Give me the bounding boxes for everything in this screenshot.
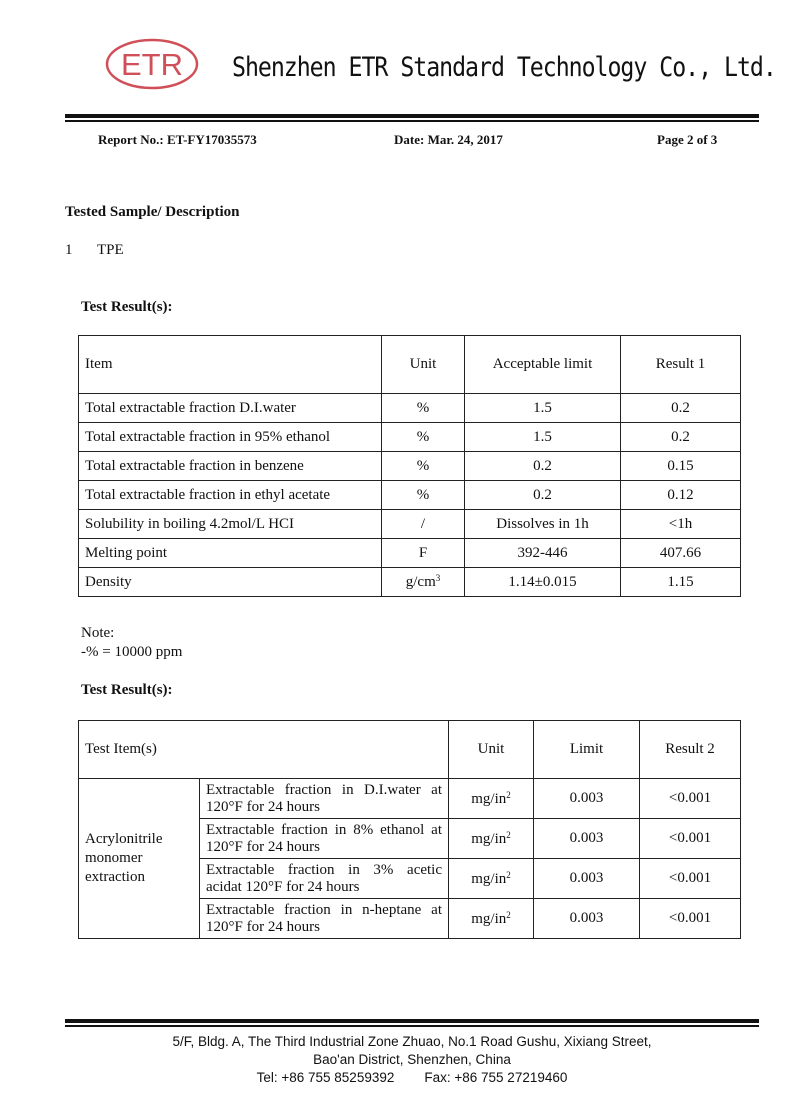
cell-unit: F bbox=[382, 539, 465, 568]
unit-base: mg/in bbox=[471, 830, 507, 847]
report-date: Date: Mar. 24, 2017 bbox=[394, 132, 503, 147]
header-result: Result 1 bbox=[621, 336, 741, 394]
cell-unit: % bbox=[382, 481, 465, 510]
header-test-items: Test Item(s) bbox=[79, 721, 449, 779]
cell-limit: 1.5 bbox=[465, 423, 621, 452]
cell-item: Extractable fraction in 3% acetic acidat 120°F for 24 hours bbox=[200, 859, 449, 899]
header-unit: Unit bbox=[449, 721, 534, 779]
cell-result: 0.15 bbox=[621, 452, 741, 481]
table-row bbox=[79, 481, 741, 510]
test-results-table-1 bbox=[78, 335, 741, 597]
table-row bbox=[79, 539, 741, 568]
cell-unit: % bbox=[382, 452, 465, 481]
table-header-row bbox=[79, 721, 741, 779]
sample-number: 1 bbox=[65, 242, 73, 258]
cell-result: <0.001 bbox=[640, 859, 741, 899]
table-row bbox=[79, 510, 741, 539]
unit-superscript: 2 bbox=[506, 909, 511, 920]
test-results-title-1: Test Result(s): bbox=[81, 299, 173, 315]
unit-base: mg/in bbox=[471, 870, 507, 887]
table-row bbox=[79, 452, 741, 481]
cell-unit bbox=[449, 899, 534, 939]
cell-unit bbox=[382, 568, 465, 597]
sample-section-title: Tested Sample/ Description bbox=[65, 204, 240, 220]
cell-limit: 0.2 bbox=[465, 481, 621, 510]
unit-base: g/cm bbox=[405, 574, 436, 590]
cell-result: <1h bbox=[621, 510, 741, 539]
footer-address-line-1: 5/F, Bldg. A, The Third Industrial Zone Zhuao, No.1 Road Gushu, Xixiang Street, bbox=[172, 1034, 652, 1049]
footer-rule bbox=[65, 1019, 759, 1023]
cell-limit: 0.003 bbox=[534, 779, 640, 819]
table-row bbox=[79, 394, 741, 423]
cell-unit bbox=[449, 819, 534, 859]
table-row bbox=[79, 423, 741, 452]
footer-address-line-2: Bao'an District, Shenzhen, China bbox=[313, 1052, 511, 1067]
header-rule bbox=[65, 114, 759, 118]
cell-item: Total extractable fraction in 95% ethanol bbox=[79, 423, 382, 452]
cell-item: Density bbox=[79, 568, 382, 597]
etr-logo-icon bbox=[104, 37, 200, 91]
cell-result: <0.001 bbox=[640, 899, 741, 939]
cell-result: 1.15 bbox=[621, 568, 741, 597]
cell-item: Melting point bbox=[79, 539, 382, 568]
header-item: Item bbox=[79, 336, 382, 394]
footer-rule-thin bbox=[65, 1025, 759, 1027]
cell-limit: 1.14±0.015 bbox=[465, 568, 621, 597]
cell-item: Total extractable fraction D.I.water bbox=[79, 394, 382, 423]
cell-item: Extractable fraction in 8% ethanol at 120°F for 24 hours bbox=[200, 819, 449, 859]
cell-item: Total extractable fraction in benzene bbox=[79, 452, 382, 481]
cell-limit: Dissolves in 1h bbox=[465, 510, 621, 539]
header-rule-thin bbox=[65, 120, 759, 122]
etr-logo bbox=[104, 37, 200, 91]
cell-unit: / bbox=[382, 510, 465, 539]
page-number: Page 2 of 3 bbox=[657, 132, 718, 147]
test-results-title-2: Test Result(s): bbox=[81, 682, 173, 698]
header-limit: Acceptable limit bbox=[465, 336, 621, 394]
table-row bbox=[79, 568, 741, 597]
cell-limit: 0.003 bbox=[534, 859, 640, 899]
cell-limit: 0.2 bbox=[465, 452, 621, 481]
cell-unit: % bbox=[382, 394, 465, 423]
sample-name: TPE bbox=[97, 242, 124, 258]
header-result: Result 2 bbox=[640, 721, 741, 779]
cell-result: 0.2 bbox=[621, 423, 741, 452]
footer-tel: Tel: +86 755 85259392 bbox=[256, 1070, 395, 1085]
cell-limit: 1.5 bbox=[465, 394, 621, 423]
unit-base: mg/in bbox=[471, 910, 507, 927]
group-label: Acrylonitrile monomer extraction bbox=[79, 779, 200, 939]
cell-item: Total extractable fraction in ethyl acetate bbox=[79, 481, 382, 510]
cell-result: 407.66 bbox=[621, 539, 741, 568]
cell-result: <0.001 bbox=[640, 779, 741, 819]
cell-unit: % bbox=[382, 423, 465, 452]
unit-base: mg/in bbox=[471, 790, 507, 807]
note-text: -% = 10000 ppm bbox=[81, 644, 183, 660]
table-row bbox=[79, 779, 741, 819]
table-header-row bbox=[79, 336, 741, 394]
unit-superscript: 2 bbox=[506, 869, 511, 880]
unit-superscript: 2 bbox=[506, 789, 511, 800]
cell-item: Extractable fraction in n-heptane at 120°F for 24 hours bbox=[200, 899, 449, 939]
cell-limit: 0.003 bbox=[534, 819, 640, 859]
cell-limit: 0.003 bbox=[534, 899, 640, 939]
cell-result: 0.2 bbox=[621, 394, 741, 423]
cell-result: <0.001 bbox=[640, 819, 741, 859]
header-limit: Limit bbox=[534, 721, 640, 779]
logo-text: ETR bbox=[121, 47, 183, 82]
cell-item: Solubility in boiling 4.2mol/L HCI bbox=[79, 510, 382, 539]
cell-limit: 392-446 bbox=[465, 539, 621, 568]
cell-result: 0.12 bbox=[621, 481, 741, 510]
footer-fax: Fax: +86 755 27219460 bbox=[424, 1070, 568, 1085]
note-label: Note: bbox=[81, 625, 115, 641]
unit-superscript: 3 bbox=[435, 573, 441, 583]
cell-unit bbox=[449, 779, 534, 819]
test-results-table-2 bbox=[78, 720, 741, 939]
cell-unit bbox=[449, 859, 534, 899]
unit-superscript: 2 bbox=[506, 829, 511, 840]
footer-contact bbox=[65, 1070, 759, 1085]
report-number: Report No.: ET-FY17035573 bbox=[98, 132, 257, 147]
company-name: Shenzhen ETR Standard Technology Co., Ltd. bbox=[232, 52, 776, 83]
cell-item: Extractable fraction in D.I.water at 120°F for 24 hours bbox=[200, 779, 449, 819]
header-unit: Unit bbox=[382, 336, 465, 394]
